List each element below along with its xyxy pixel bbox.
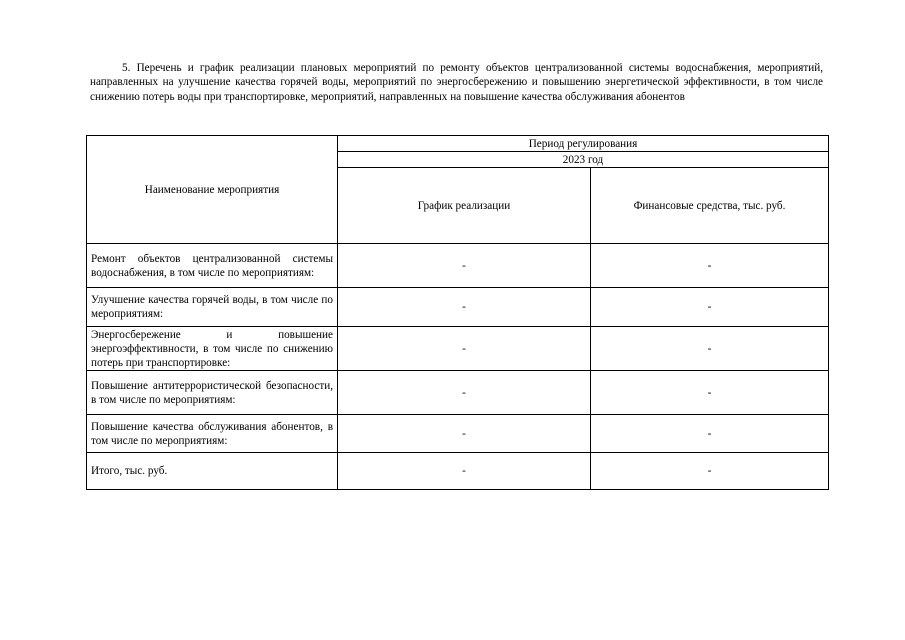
table-row <box>87 371 829 415</box>
table-row-total <box>87 453 829 490</box>
row-name: Энергосбережение и повышение энергоэффективности, в том числе по снижению потерь при транспортировке: <box>87 327 338 371</box>
column-header-year: 2023 год <box>338 152 829 168</box>
row-name: Повышение антитеррористической безопасности, в том числе по мероприятиям: <box>87 371 338 415</box>
row-name: Ремонт объектов централизованной системы водоснабжения, в том числе по мероприятиям: <box>87 244 338 288</box>
row-finance: - <box>591 415 829 453</box>
column-header-schedule: График реализации <box>338 168 591 244</box>
table-row <box>87 327 829 371</box>
header-row-period <box>87 136 829 152</box>
row-schedule: - <box>338 453 591 490</box>
row-schedule: - <box>338 288 591 327</box>
row-schedule: - <box>338 371 591 415</box>
measures-table <box>86 135 829 490</box>
row-finance: - <box>591 371 829 415</box>
row-schedule: - <box>338 327 591 371</box>
column-header-name: Наименование мероприятия <box>87 136 338 244</box>
table-row <box>87 288 829 327</box>
row-finance: - <box>591 288 829 327</box>
row-schedule: - <box>338 244 591 288</box>
row-name: Итого, тыс. руб. <box>87 453 338 490</box>
row-name: Повышение качества обслуживания абонентов, в том числе по мероприятиям: <box>87 415 338 453</box>
column-header-finance: Финансовые средства, тыс. руб. <box>591 168 829 244</box>
row-finance: - <box>591 327 829 371</box>
column-header-period: Период регулирования <box>338 136 829 152</box>
row-schedule: - <box>338 415 591 453</box>
row-finance: - <box>591 244 829 288</box>
section-heading: 5. Перечень и график реализации плановых мероприятий по ремонту объектов централизованной системы водоснабжения, мероприятий, направленных на улучшение качества горячей воды, мероприятий по энергосбережению и повышению энергетической эффективности, в том числе снижению потерь воды при транспортировке, мероприятий, направленных на повышение качества обслуживания абонентов <box>90 62 823 103</box>
table-row <box>87 415 829 453</box>
row-name: Улучшение качества горячей воды, в том числе по мероприятиям: <box>87 288 338 327</box>
row-finance: - <box>591 453 829 490</box>
table-row <box>87 244 829 288</box>
